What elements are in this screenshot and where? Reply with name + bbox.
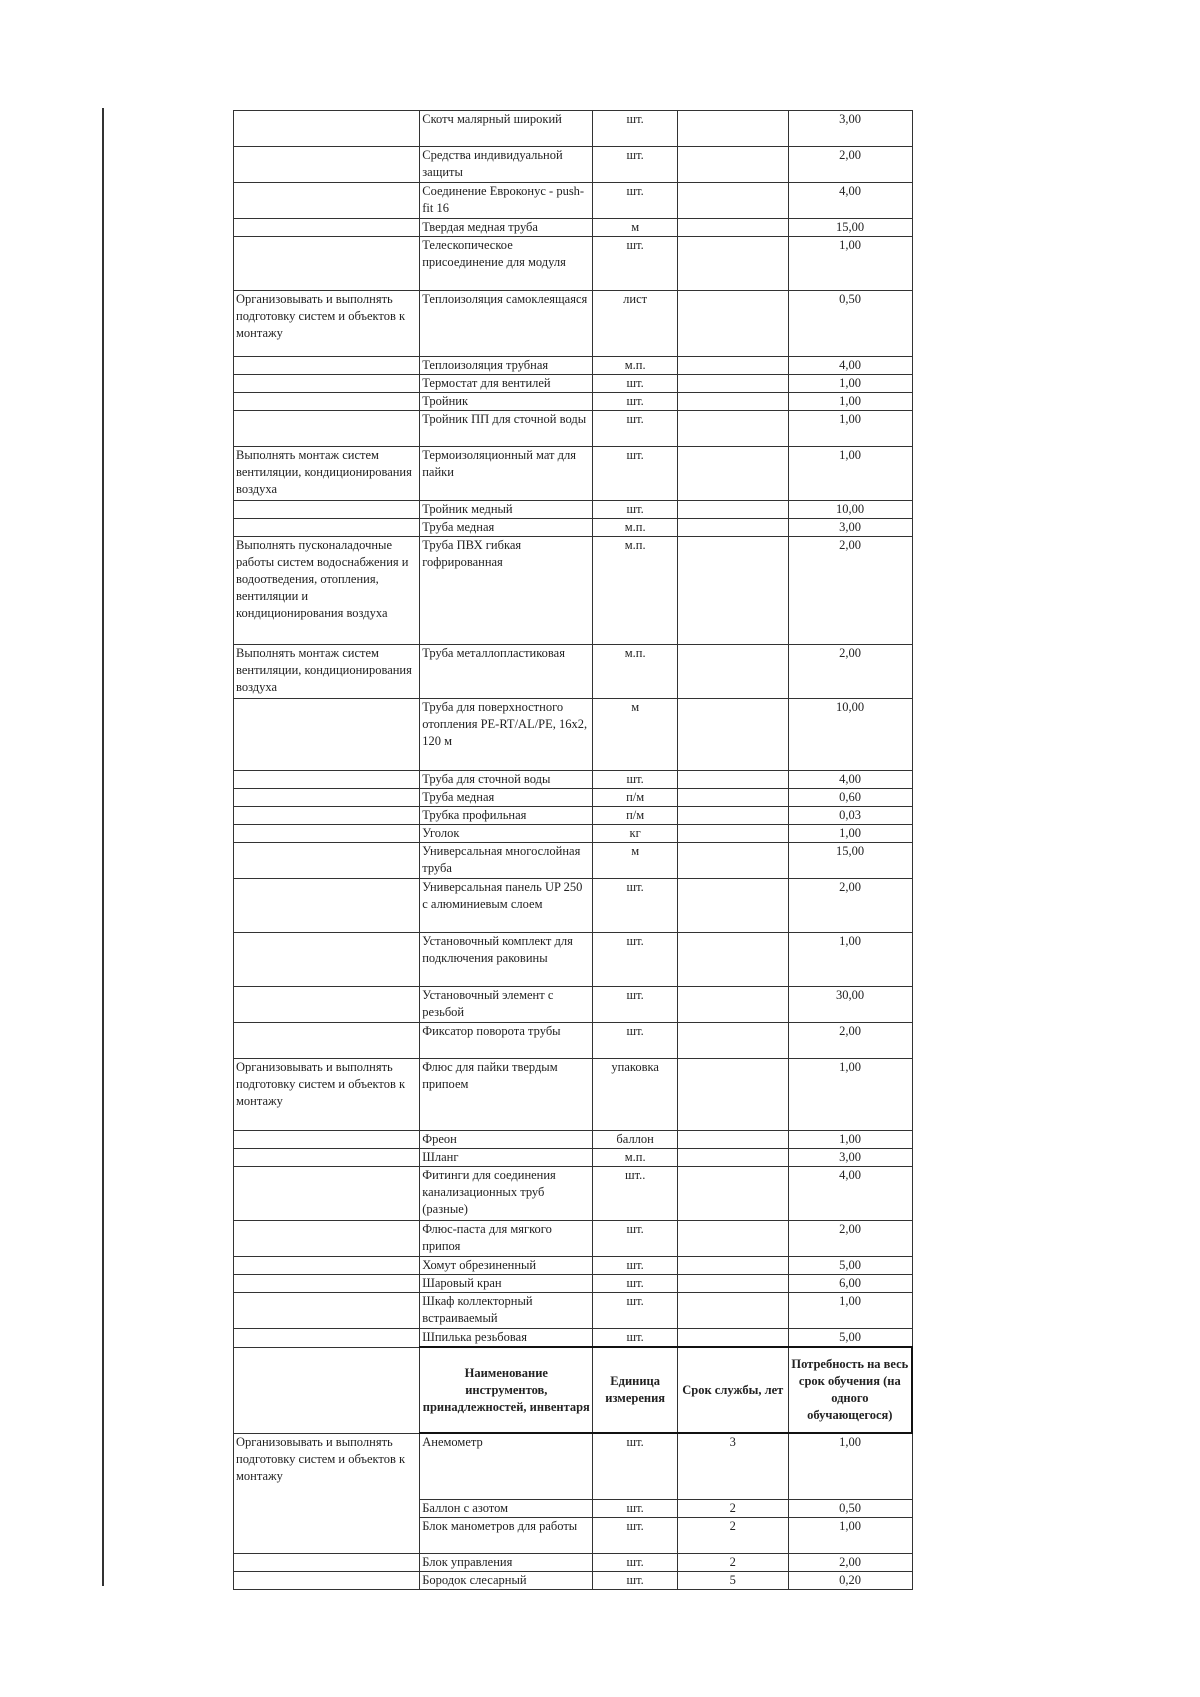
item-need: 1,00 <box>788 411 912 447</box>
competency-cell <box>234 147 420 183</box>
competency-cell <box>234 375 420 393</box>
table-row <box>234 111 913 147</box>
item-unit: шт. <box>593 111 678 147</box>
competency-cell <box>234 1257 420 1275</box>
item-unit: п/м <box>593 807 678 825</box>
table-row <box>234 393 913 411</box>
item-name: Универсальная панель UP 250 с алюминиевым слоем <box>420 879 593 933</box>
item-need: 0,60 <box>788 789 912 807</box>
item-unit: шт. <box>593 183 678 219</box>
item-name: Шкаф коллекторный встраиваемый <box>420 1293 593 1329</box>
table-row <box>234 1059 913 1131</box>
item-need: 4,00 <box>788 183 912 219</box>
tool-term: 3 <box>677 1433 788 1499</box>
tools-competency-cell: Организовывать и выполнять подготовку систем и объектов к монтажу <box>234 1433 420 1553</box>
item-term <box>677 1167 788 1221</box>
item-term <box>677 771 788 789</box>
item-unit: шт. <box>593 1257 678 1275</box>
competency-cell <box>234 987 420 1023</box>
item-term <box>677 357 788 375</box>
item-need: 3,00 <box>788 1149 912 1167</box>
competency-cell <box>234 1293 420 1329</box>
item-term <box>677 807 788 825</box>
competency-cell: Выполнять пусконаладочные работы систем водоснабжения и водоотведения, отопления, вентиляции и кондиционирования воздуха <box>234 537 420 645</box>
competency-cell <box>234 933 420 987</box>
header-empty-cell <box>234 1347 420 1433</box>
item-unit: кг <box>593 825 678 843</box>
item-name: Установочный элемент с резьбой <box>420 987 593 1023</box>
item-name: Тройник <box>420 393 593 411</box>
table-row <box>234 1149 913 1167</box>
item-unit: шт. <box>593 879 678 933</box>
tool-need: 2,00 <box>788 1553 912 1571</box>
item-name: Тройник медный <box>420 501 593 519</box>
item-need: 4,00 <box>788 771 912 789</box>
table-row <box>234 501 913 519</box>
item-name: Установочный комплект для подключения раковины <box>420 933 593 987</box>
item-need: 1,00 <box>788 447 912 501</box>
item-unit: шт. <box>593 147 678 183</box>
item-need: 2,00 <box>788 879 912 933</box>
table-row <box>234 147 913 183</box>
competency-cell <box>234 501 420 519</box>
tool-name: Анемометр <box>420 1433 593 1499</box>
tool-unit: шт. <box>593 1499 678 1517</box>
tool-name: Баллон с азотом <box>420 1499 593 1517</box>
table-row <box>234 219 913 237</box>
competency-cell <box>234 411 420 447</box>
item-unit: шт. <box>593 1023 678 1059</box>
tool-term: 5 <box>677 1571 788 1589</box>
item-unit: шт. <box>593 1329 678 1348</box>
table-row <box>234 183 913 219</box>
item-unit: шт. <box>593 933 678 987</box>
item-unit: м <box>593 699 678 771</box>
item-term <box>677 537 788 645</box>
competency-cell <box>234 789 420 807</box>
competency-cell <box>234 771 420 789</box>
item-term <box>677 393 788 411</box>
item-unit: шт. <box>593 375 678 393</box>
item-need: 6,00 <box>788 1275 912 1293</box>
item-unit: шт. <box>593 1275 678 1293</box>
item-need: 2,00 <box>788 645 912 699</box>
table-row <box>234 1275 913 1293</box>
item-need: 2,00 <box>788 537 912 645</box>
item-name: Тройник ПП для сточной воды <box>420 411 593 447</box>
competency-cell: Организовывать и выполнять подготовку систем и объектов к монтажу <box>234 291 420 357</box>
tool-unit: шт. <box>593 1553 678 1571</box>
item-term <box>677 501 788 519</box>
item-unit: шт. <box>593 411 678 447</box>
item-term <box>677 1329 788 1348</box>
item-need: 3,00 <box>788 519 912 537</box>
competency-cell <box>234 237 420 291</box>
item-unit: баллон <box>593 1131 678 1149</box>
item-need: 1,00 <box>788 393 912 411</box>
table-row <box>234 1131 913 1149</box>
table-row <box>234 1257 913 1275</box>
item-unit: шт. <box>593 501 678 519</box>
item-unit: м.п. <box>593 519 678 537</box>
table-row <box>234 375 913 393</box>
item-name: Фиксатор поворота трубы <box>420 1023 593 1059</box>
item-unit: м.п. <box>593 1149 678 1167</box>
tool-term: 2 <box>677 1499 788 1517</box>
item-need: 1,00 <box>788 933 912 987</box>
header-term: Срок службы, лет <box>677 1347 788 1433</box>
item-term <box>677 219 788 237</box>
tool-need: 0,50 <box>788 1499 912 1517</box>
competency-cell <box>234 519 420 537</box>
table-row <box>234 1167 913 1221</box>
competency-cell <box>234 1275 420 1293</box>
competency-cell <box>234 1329 420 1348</box>
tools-header-row <box>234 1347 913 1433</box>
competency-cell <box>234 1553 420 1571</box>
tool-term: 2 <box>677 1553 788 1571</box>
item-term <box>677 1023 788 1059</box>
item-unit: упаковка <box>593 1059 678 1131</box>
competency-cell <box>234 1571 420 1589</box>
tool-name: Блок управления <box>420 1553 593 1571</box>
item-unit: лист <box>593 291 678 357</box>
item-unit: шт. <box>593 447 678 501</box>
item-term <box>677 147 788 183</box>
item-term <box>677 933 788 987</box>
item-need: 10,00 <box>788 501 912 519</box>
table-row <box>234 411 913 447</box>
item-unit: м.п. <box>593 357 678 375</box>
competency-cell <box>234 183 420 219</box>
item-name: Флюс для пайки твердым припоем <box>420 1059 593 1131</box>
item-unit: п/м <box>593 789 678 807</box>
table-row <box>234 357 913 375</box>
item-name: Труба для сточной воды <box>420 771 593 789</box>
item-term <box>677 825 788 843</box>
table-row <box>234 1571 913 1589</box>
item-unit: шт. <box>593 1221 678 1257</box>
competency-cell <box>234 219 420 237</box>
competency-cell <box>234 357 420 375</box>
item-term <box>677 1131 788 1149</box>
item-term <box>677 1257 788 1275</box>
item-name: Твердая медная труба <box>420 219 593 237</box>
item-name: Шпилька резьбовая <box>420 1329 593 1348</box>
table-row <box>234 771 913 789</box>
item-unit: шт.. <box>593 1167 678 1221</box>
competency-cell: Выполнять монтаж систем вентиляции, кондиционирования воздуха <box>234 447 420 501</box>
item-unit: шт. <box>593 1293 678 1329</box>
item-need: 5,00 <box>788 1257 912 1275</box>
item-need: 1,00 <box>788 237 912 291</box>
competency-cell <box>234 843 420 879</box>
item-need: 5,00 <box>788 1329 912 1348</box>
item-name: Универсальная многослойная труба <box>420 843 593 879</box>
table-row <box>234 825 913 843</box>
table-row <box>234 789 913 807</box>
competency-cell <box>234 879 420 933</box>
item-name: Соединение Евроконус - push-fit 16 <box>420 183 593 219</box>
table-row <box>234 1433 913 1499</box>
competency-cell <box>234 111 420 147</box>
item-need: 0,50 <box>788 291 912 357</box>
item-name: Скотч малярный широкий <box>420 111 593 147</box>
item-name: Термостат для вентилей <box>420 375 593 393</box>
item-need: 4,00 <box>788 1167 912 1221</box>
item-term <box>677 291 788 357</box>
item-need: 1,00 <box>788 1059 912 1131</box>
item-term <box>677 1293 788 1329</box>
item-need: 1,00 <box>788 1293 912 1329</box>
tool-name: Бородок слесарный <box>420 1571 593 1589</box>
item-name: Теплоизоляция самоклеящаяся <box>420 291 593 357</box>
table-row <box>234 1023 913 1059</box>
table-row <box>234 843 913 879</box>
tool-need: 1,00 <box>788 1517 912 1553</box>
item-need: 0,03 <box>788 807 912 825</box>
table-row <box>234 237 913 291</box>
table-row <box>234 291 913 357</box>
item-need: 30,00 <box>788 987 912 1023</box>
table-row <box>234 537 913 645</box>
table-row <box>234 1329 913 1348</box>
competency-cell: Выполнять монтаж систем вентиляции, кондиционирования воздуха <box>234 645 420 699</box>
table-row <box>234 645 913 699</box>
item-need: 2,00 <box>788 1023 912 1059</box>
competency-cell <box>234 1167 420 1221</box>
left-margin-line <box>102 108 104 1586</box>
item-need: 1,00 <box>788 1131 912 1149</box>
item-unit: м <box>593 219 678 237</box>
tool-unit: шт. <box>593 1517 678 1553</box>
tool-unit: шт. <box>593 1433 678 1499</box>
item-term <box>677 111 788 147</box>
item-name: Труба медная <box>420 789 593 807</box>
item-term <box>677 987 788 1023</box>
item-term <box>677 1275 788 1293</box>
table-row <box>234 1553 913 1571</box>
tool-term: 2 <box>677 1517 788 1553</box>
item-name: Уголок <box>420 825 593 843</box>
item-term <box>677 183 788 219</box>
item-term <box>677 375 788 393</box>
tool-need: 1,00 <box>788 1433 912 1499</box>
item-unit: шт. <box>593 987 678 1023</box>
item-term <box>677 237 788 291</box>
item-need: 15,00 <box>788 219 912 237</box>
item-unit: шт. <box>593 393 678 411</box>
item-name: Телескопическое присоединение для модуля <box>420 237 593 291</box>
item-need: 1,00 <box>788 825 912 843</box>
item-name: Средства индивидуальной защиты <box>420 147 593 183</box>
item-need: 10,00 <box>788 699 912 771</box>
item-name: Фреон <box>420 1131 593 1149</box>
header-unit: Единица измерения <box>593 1347 678 1433</box>
item-need: 1,00 <box>788 375 912 393</box>
item-need: 15,00 <box>788 843 912 879</box>
item-unit: м.п. <box>593 537 678 645</box>
item-name: Шланг <box>420 1149 593 1167</box>
item-name: Труба металлопластиковая <box>420 645 593 699</box>
item-unit: шт. <box>593 237 678 291</box>
item-need: 2,00 <box>788 1221 912 1257</box>
competency-cell <box>234 825 420 843</box>
item-term <box>677 1221 788 1257</box>
competency-cell <box>234 1149 420 1167</box>
item-name: Труба медная <box>420 519 593 537</box>
item-term <box>677 789 788 807</box>
header-name: Наименование инструментов, принадлежностей, инвентаря <box>420 1347 593 1433</box>
competency-cell <box>234 807 420 825</box>
item-need: 2,00 <box>788 147 912 183</box>
competency-cell <box>234 1221 420 1257</box>
item-term <box>677 1149 788 1167</box>
competency-cell <box>234 393 420 411</box>
tool-need: 0,20 <box>788 1571 912 1589</box>
item-name: Теплоизоляция трубная <box>420 357 593 375</box>
item-term <box>677 411 788 447</box>
item-name: Флюс-паста для мягкого припоя <box>420 1221 593 1257</box>
tool-unit: шт. <box>593 1571 678 1589</box>
item-term <box>677 1059 788 1131</box>
item-name: Фитинги для соединения канализационных труб (разные) <box>420 1167 593 1221</box>
table-row <box>234 807 913 825</box>
item-need: 3,00 <box>788 111 912 147</box>
item-name: Шаровый кран <box>420 1275 593 1293</box>
item-name: Хомут обрезиненный <box>420 1257 593 1275</box>
table-row <box>234 447 913 501</box>
item-unit: м.п. <box>593 645 678 699</box>
item-term <box>677 879 788 933</box>
item-term <box>677 519 788 537</box>
item-name: Трубка профильная <box>420 807 593 825</box>
materials-table <box>233 110 913 1590</box>
competency-cell <box>234 699 420 771</box>
item-name: Термоизоляционный мат для пайки <box>420 447 593 501</box>
item-term <box>677 843 788 879</box>
table-row <box>234 699 913 771</box>
competency-cell <box>234 1131 420 1149</box>
competency-cell <box>234 1023 420 1059</box>
item-term <box>677 447 788 501</box>
item-unit: м <box>593 843 678 879</box>
table-row <box>234 879 913 933</box>
item-name: Труба ПВХ гибкая гофрированная <box>420 537 593 645</box>
item-name: Труба для поверхностного отопления PE-RT/AL/PE, 16x2, 120 м <box>420 699 593 771</box>
item-need: 4,00 <box>788 357 912 375</box>
header-need: Потребность на весь срок обучения (на одного обучающегося) <box>788 1347 912 1433</box>
table-row <box>234 987 913 1023</box>
item-unit: шт. <box>593 771 678 789</box>
item-term <box>677 699 788 771</box>
table-row <box>234 519 913 537</box>
table-row <box>234 1293 913 1329</box>
competency-cell: Организовывать и выполнять подготовку систем и объектов к монтажу <box>234 1059 420 1131</box>
item-term <box>677 645 788 699</box>
table-row <box>234 1221 913 1257</box>
table-row <box>234 933 913 987</box>
tool-name: Блок манометров для работы <box>420 1517 593 1553</box>
